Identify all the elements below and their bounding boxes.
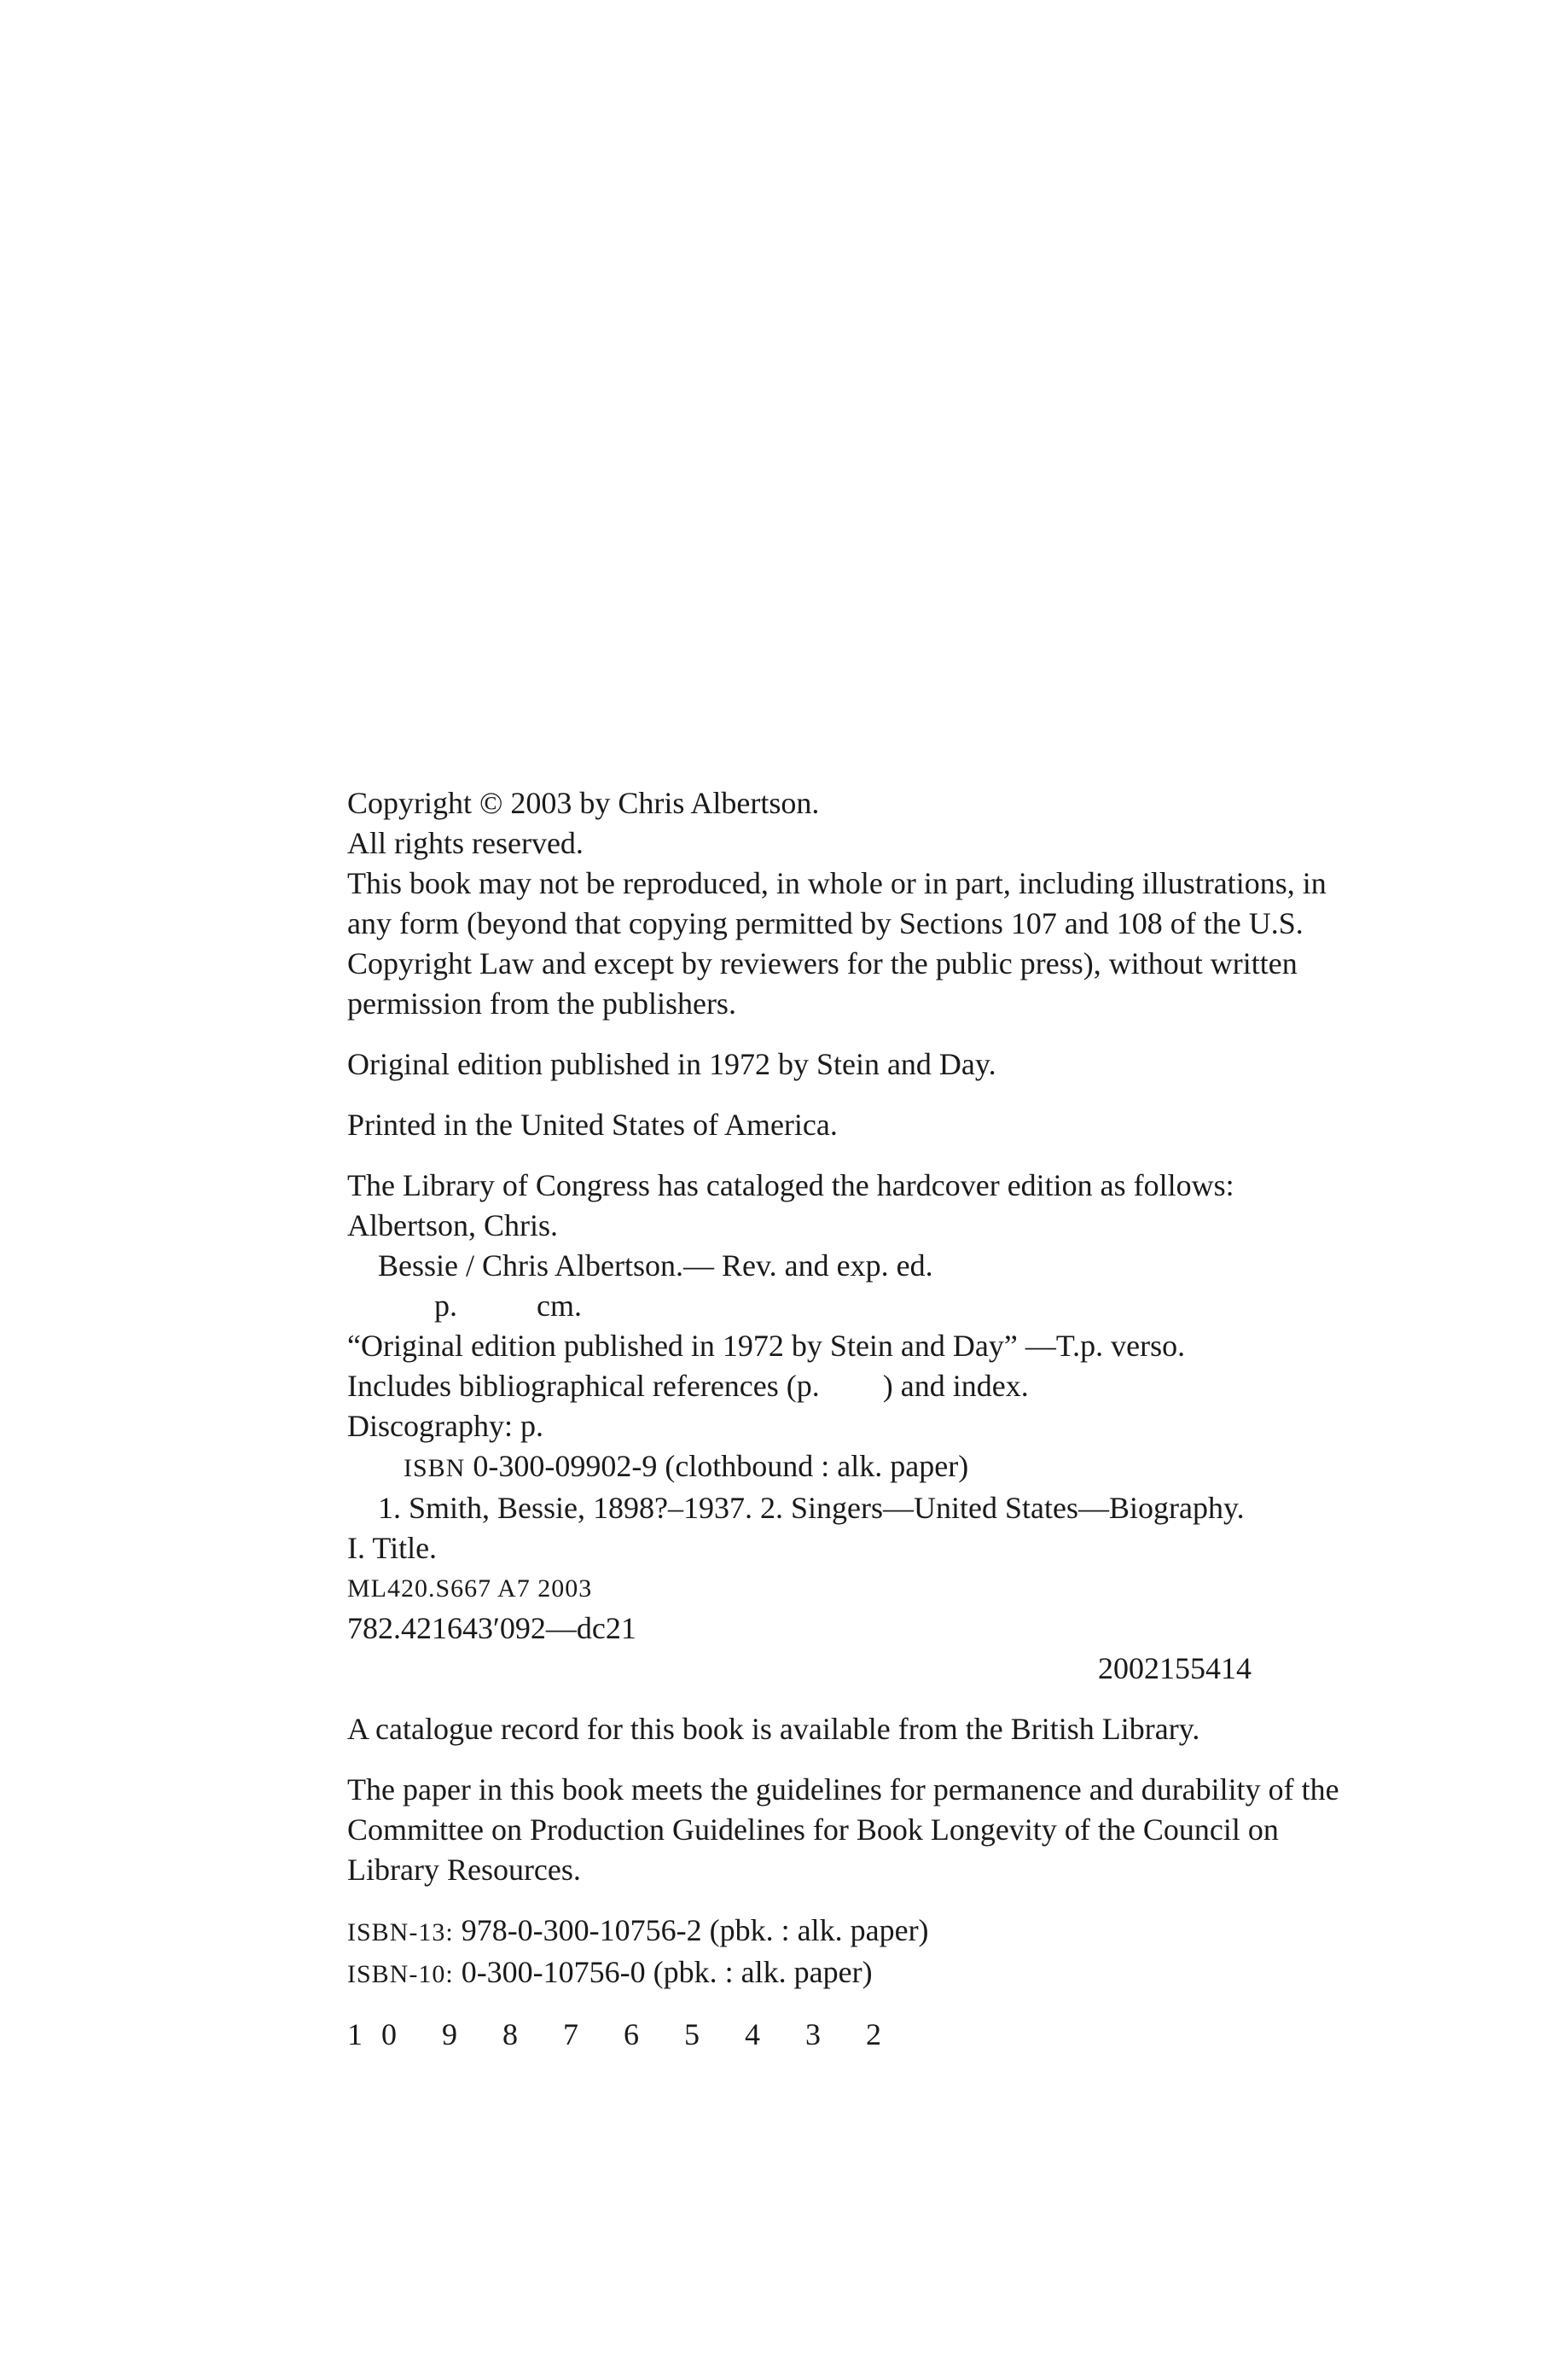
reproduction-notice-line-4: permission from the publishers. bbox=[347, 986, 736, 1021]
cip-pages-label: p. bbox=[434, 1289, 457, 1323]
paper-note-line-2: Committee on Production Guidelines for Book Longevity of the Council on bbox=[347, 1812, 1279, 1847]
isbn-13 bbox=[347, 1911, 1371, 1952]
cip-isbn-label: ISBN bbox=[404, 1454, 466, 1482]
printed-in-note: Printed in the United States of America. bbox=[347, 1108, 838, 1142]
cip-title-line: Bessie / Chris Albertson.— Rev. and exp. ed. bbox=[378, 1248, 933, 1283]
reproduction-notice-line-1: This book may not be reproduced, in whole or in part, including illustrations, in bbox=[347, 866, 1327, 900]
rights-reserved: All rights reserved. bbox=[347, 826, 584, 860]
copyright-block bbox=[347, 783, 1371, 2055]
cip-subjects: 1. Smith, Bessie, 1898?–1937. 2. Singers—United States—Biography. bbox=[378, 1491, 1245, 1525]
cip-cm-label: cm. bbox=[537, 1289, 582, 1323]
original-edition-note: Original edition published in 1972 by Stein and Day. bbox=[347, 1047, 996, 1081]
isbn-10-label: ISBN-10: bbox=[347, 1960, 454, 1988]
cip-title-entry: I. Title. bbox=[347, 1531, 438, 1565]
reproduction-notice-line-2: any form (beyond that copying permitted by Sections 107 and 108 of the U.S. bbox=[347, 906, 1304, 940]
isbn-13-label: ISBN-13: bbox=[347, 1918, 454, 1946]
isbn-10 bbox=[347, 1952, 1371, 1994]
cip-lccn: 2002155414 bbox=[1098, 1651, 1251, 1685]
copyright-notice: Copyright © 2003 by Chris Albertson. bbox=[347, 786, 820, 820]
paper-note-line-3: Library Resources. bbox=[347, 1853, 581, 1887]
isbn-10-value: 0-300-10756-0 (pbk. : alk. paper) bbox=[453, 1955, 873, 1989]
british-library-note: A catalogue record for this book is available from the British Library. bbox=[347, 1712, 1200, 1746]
cip-note-references-end: ) and index. bbox=[882, 1369, 1029, 1403]
cip-intro: The Library of Congress has cataloged the hardcover edition as follows: bbox=[347, 1168, 1234, 1202]
cip-note-original-edition: “Original edition published in 1972 by Stein and Day” —T.p. verso. bbox=[347, 1329, 1186, 1363]
cip-note-discography: Discography: p. bbox=[347, 1409, 543, 1443]
cip-note-references-start: Includes bibliographical references (p. bbox=[347, 1369, 820, 1403]
paper-note-line-1: The paper in this book meets the guidelines for permanence and durability of the bbox=[347, 1772, 1339, 1807]
printing-line: 10 9 8 7 6 5 4 3 2 bbox=[347, 2017, 900, 2051]
cip-isbn bbox=[347, 1446, 1371, 1488]
cip-dewey: 782.421643′092—dc21 bbox=[347, 1611, 636, 1645]
cip-physical-description bbox=[347, 1286, 1371, 1326]
cip-isbn-value: 0-300-09902-9 (clothbound : alk. paper) bbox=[465, 1449, 969, 1483]
reproduction-notice-line-3: Copyright Law and except by reviewers for the public press), without written bbox=[347, 946, 1298, 980]
isbn-13-value: 978-0-300-10756-2 (pbk. : alk. paper) bbox=[453, 1913, 929, 1947]
cip-note-references bbox=[347, 1366, 1371, 1406]
cip-author: Albertson, Chris. bbox=[347, 1208, 558, 1242]
cip-call-number: ML420.S667 A7 2003 bbox=[347, 1574, 593, 1603]
